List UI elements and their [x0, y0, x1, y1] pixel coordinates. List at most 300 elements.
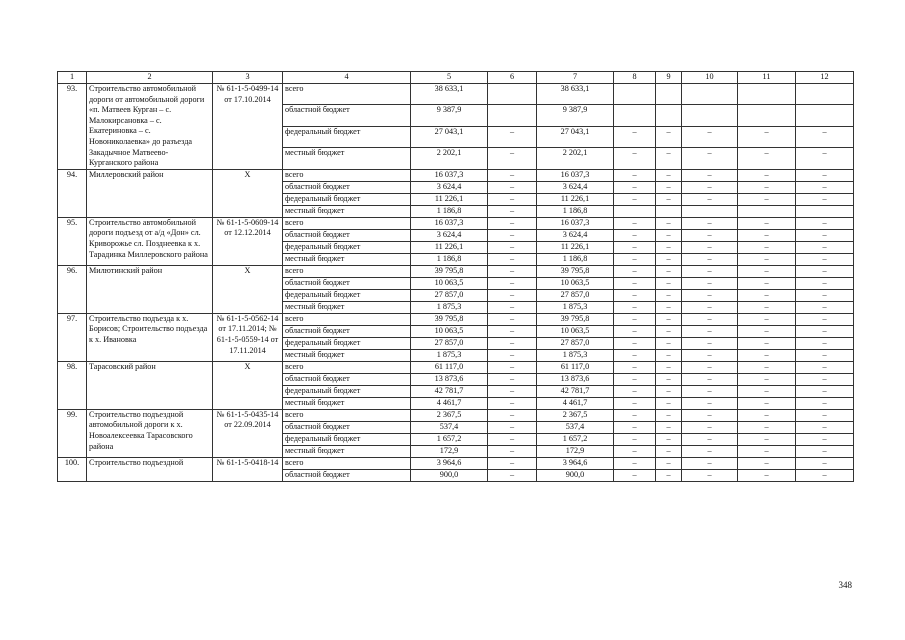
budget-table: [57, 71, 854, 482]
value-cell: –: [796, 457, 854, 469]
value-cell: [682, 84, 738, 105]
page-number: 348: [838, 580, 852, 590]
value-cell: –: [682, 373, 738, 385]
value-cell: [796, 84, 854, 105]
row-number: 96.: [58, 265, 87, 313]
value-cell: 3 624,4: [411, 229, 488, 241]
value-cell: [682, 205, 738, 217]
table-row: [58, 409, 854, 421]
value-cell: –: [796, 421, 854, 433]
value-cell: –: [656, 253, 682, 265]
header-row: [58, 72, 854, 84]
value-cell: 10 063,5: [411, 325, 488, 337]
value-cell: –: [682, 313, 738, 325]
value-cell: –: [796, 397, 854, 409]
value-cell: –: [614, 433, 656, 445]
table-row: [58, 84, 854, 105]
value-cell: –: [796, 445, 854, 457]
budget-source: всего: [283, 457, 411, 469]
value-cell: –: [682, 385, 738, 397]
value-cell: –: [614, 301, 656, 313]
value-cell: –: [682, 169, 738, 181]
value-cell: 3 624,4: [411, 181, 488, 193]
value-cell: –: [614, 361, 656, 373]
budget-source: местный бюджет: [283, 349, 411, 361]
value-cell: –: [488, 325, 537, 337]
document-ref: № 61-1-5-0562-14 от 17.11.2014; № 61-1-5-0559-14 от 17.11.2014: [213, 313, 283, 361]
budget-source: федеральный бюджет: [283, 385, 411, 397]
value-cell: –: [682, 181, 738, 193]
value-cell: –: [796, 148, 854, 169]
budget-source: всего: [283, 409, 411, 421]
value-cell: –: [738, 349, 796, 361]
value-cell: –: [738, 397, 796, 409]
value-cell: 1 186,8: [411, 253, 488, 265]
value-cell: –: [656, 421, 682, 433]
value-cell: –: [738, 313, 796, 325]
value-cell: –: [682, 361, 738, 373]
value-cell: –: [656, 181, 682, 193]
value-cell: 1 875,3: [411, 349, 488, 361]
value-cell: 39 795,8: [411, 265, 488, 277]
value-cell: –: [656, 349, 682, 361]
value-cell: 172,9: [411, 445, 488, 457]
value-cell: –: [796, 265, 854, 277]
value-cell: –: [796, 193, 854, 205]
document-ref: № 61-1-5-0609-14 от 12.12.2014: [213, 217, 283, 265]
value-cell: 900,0: [411, 469, 488, 481]
value-cell: 172,9: [537, 445, 614, 457]
value-cell: 13 873,6: [537, 373, 614, 385]
row-number: 100.: [58, 457, 87, 481]
value-cell: –: [614, 313, 656, 325]
budget-source: всего: [283, 313, 411, 325]
value-cell: –: [796, 373, 854, 385]
value-cell: –: [796, 181, 854, 193]
value-cell: –: [614, 193, 656, 205]
value-cell: –: [488, 289, 537, 301]
value-cell: –: [656, 397, 682, 409]
value-cell: –: [682, 421, 738, 433]
value-cell: 10 063,5: [537, 277, 614, 289]
value-cell: 38 633,1: [411, 84, 488, 105]
value-cell: –: [682, 229, 738, 241]
value-cell: –: [614, 241, 656, 253]
header-cell: 7: [537, 72, 614, 84]
value-cell: –: [488, 253, 537, 265]
value-cell: –: [614, 385, 656, 397]
value-cell: –: [796, 229, 854, 241]
value-cell: –: [614, 181, 656, 193]
value-cell: –: [738, 361, 796, 373]
object-name: Строительство подъездной автомобильной дороги к х. Новоалексеевка Тарасовского района: [87, 409, 213, 457]
value-cell: –: [796, 253, 854, 265]
value-cell: –: [656, 469, 682, 481]
value-cell: –: [614, 217, 656, 229]
value-cell: –: [488, 193, 537, 205]
value-cell: –: [614, 253, 656, 265]
object-name: Строительство автомобильной дороги от автомобильной дороги «п. Матвеев Курган – с. Малокирсановка – с. Екатериновка – с. Новониколаевка» до разъезда Закадычное Матвеево-Курганского района: [87, 84, 213, 170]
value-cell: 27 857,0: [537, 289, 614, 301]
value-cell: –: [738, 181, 796, 193]
value-cell: –: [738, 469, 796, 481]
value-cell: –: [796, 169, 854, 181]
value-cell: –: [796, 337, 854, 349]
value-cell: –: [614, 349, 656, 361]
value-cell: –: [488, 229, 537, 241]
value-cell: [614, 105, 656, 126]
budget-source: федеральный бюджет: [283, 126, 411, 147]
value-cell: –: [488, 265, 537, 277]
value-cell: 4 461,7: [537, 397, 614, 409]
value-cell: 3 964,6: [411, 457, 488, 469]
budget-source: областной бюджет: [283, 421, 411, 433]
value-cell: –: [796, 126, 854, 147]
value-cell: –: [488, 385, 537, 397]
value-cell: –: [682, 457, 738, 469]
value-cell: 2 367,5: [537, 409, 614, 421]
value-cell: –: [682, 126, 738, 147]
value-cell: –: [656, 301, 682, 313]
value-cell: –: [488, 313, 537, 325]
value-cell: –: [488, 469, 537, 481]
row-number: 94.: [58, 169, 87, 217]
value-cell: 11 226,1: [537, 241, 614, 253]
value-cell: –: [488, 301, 537, 313]
header-cell: 12: [796, 72, 854, 84]
value-cell: –: [488, 217, 537, 229]
value-cell: [488, 84, 537, 105]
value-cell: –: [682, 277, 738, 289]
budget-source: местный бюджет: [283, 445, 411, 457]
header-cell: 2: [87, 72, 213, 84]
value-cell: –: [796, 409, 854, 421]
budget-source: областной бюджет: [283, 105, 411, 126]
value-cell: 38 633,1: [537, 84, 614, 105]
value-cell: 1 186,8: [537, 205, 614, 217]
value-cell: –: [682, 148, 738, 169]
header-cell: 10: [682, 72, 738, 84]
value-cell: 61 117,0: [411, 361, 488, 373]
value-cell: –: [682, 301, 738, 313]
value-cell: –: [488, 433, 537, 445]
value-cell: –: [738, 169, 796, 181]
object-name: Строительство автомобильной дороги подъезд от а/д «Дон» сл. Криворожье сл. Позднеевка к х. Тарадинка Миллеровского района: [87, 217, 213, 265]
value-cell: –: [488, 148, 537, 169]
value-cell: –: [656, 277, 682, 289]
value-cell: –: [656, 385, 682, 397]
value-cell: –: [738, 289, 796, 301]
budget-source: областной бюджет: [283, 469, 411, 481]
value-cell: –: [656, 337, 682, 349]
value-cell: –: [682, 265, 738, 277]
document-page: [57, 71, 853, 482]
value-cell: 2 202,1: [411, 148, 488, 169]
document-ref: Х: [213, 169, 283, 217]
value-cell: –: [614, 169, 656, 181]
value-cell: 1 657,2: [537, 433, 614, 445]
value-cell: –: [656, 361, 682, 373]
value-cell: –: [738, 253, 796, 265]
value-cell: 537,4: [411, 421, 488, 433]
value-cell: [738, 84, 796, 105]
value-cell: [796, 105, 854, 126]
document-ref: № 61-1-5-0499-14 от 17.10.2014: [213, 84, 283, 170]
value-cell: –: [682, 193, 738, 205]
value-cell: 1 186,8: [411, 205, 488, 217]
value-cell: –: [614, 445, 656, 457]
value-cell: –: [682, 325, 738, 337]
value-cell: –: [614, 265, 656, 277]
value-cell: 3 624,4: [537, 181, 614, 193]
value-cell: –: [738, 193, 796, 205]
value-cell: –: [738, 277, 796, 289]
value-cell: 3 624,4: [537, 229, 614, 241]
budget-source: всего: [283, 217, 411, 229]
object-name: Милютинский район: [87, 265, 213, 313]
value-cell: 11 226,1: [411, 241, 488, 253]
budget-source: областной бюджет: [283, 181, 411, 193]
value-cell: 16 037,3: [411, 217, 488, 229]
budget-source: местный бюджет: [283, 301, 411, 313]
value-cell: –: [682, 289, 738, 301]
value-cell: 1 875,3: [411, 301, 488, 313]
value-cell: –: [614, 373, 656, 385]
value-cell: –: [738, 457, 796, 469]
value-cell: –: [656, 229, 682, 241]
value-cell: –: [738, 217, 796, 229]
value-cell: –: [738, 325, 796, 337]
value-cell: –: [656, 217, 682, 229]
header-cell: 11: [738, 72, 796, 84]
value-cell: –: [738, 148, 796, 169]
value-cell: –: [656, 241, 682, 253]
value-cell: –: [682, 397, 738, 409]
row-number: 99.: [58, 409, 87, 457]
value-cell: –: [488, 126, 537, 147]
value-cell: 537,4: [537, 421, 614, 433]
value-cell: –: [488, 457, 537, 469]
value-cell: 27 857,0: [411, 337, 488, 349]
value-cell: –: [738, 373, 796, 385]
value-cell: –: [738, 241, 796, 253]
budget-source: местный бюджет: [283, 205, 411, 217]
value-cell: 39 795,8: [411, 313, 488, 325]
object-name: Строительство подъездной: [87, 457, 213, 481]
value-cell: –: [656, 373, 682, 385]
value-cell: –: [796, 469, 854, 481]
value-cell: 11 226,1: [411, 193, 488, 205]
value-cell: –: [614, 325, 656, 337]
value-cell: –: [614, 337, 656, 349]
budget-source: федеральный бюджет: [283, 289, 411, 301]
value-cell: –: [796, 385, 854, 397]
value-cell: –: [738, 433, 796, 445]
budget-source: областной бюджет: [283, 277, 411, 289]
value-cell: –: [656, 445, 682, 457]
value-cell: 27 857,0: [537, 337, 614, 349]
value-cell: –: [614, 289, 656, 301]
value-cell: –: [656, 289, 682, 301]
row-number: 93.: [58, 84, 87, 170]
budget-source: всего: [283, 361, 411, 373]
value-cell: –: [656, 148, 682, 169]
value-cell: –: [738, 409, 796, 421]
value-cell: –: [656, 265, 682, 277]
value-cell: [656, 205, 682, 217]
value-cell: –: [488, 337, 537, 349]
value-cell: 42 781,7: [537, 385, 614, 397]
budget-source: местный бюджет: [283, 148, 411, 169]
value-cell: –: [614, 397, 656, 409]
value-cell: 39 795,8: [537, 265, 614, 277]
value-cell: 42 781,7: [411, 385, 488, 397]
document-ref: Х: [213, 265, 283, 313]
header-cell: 8: [614, 72, 656, 84]
header-cell: 9: [656, 72, 682, 84]
value-cell: –: [488, 205, 537, 217]
value-cell: –: [488, 277, 537, 289]
value-cell: 13 873,6: [411, 373, 488, 385]
value-cell: –: [796, 361, 854, 373]
table-row: [58, 217, 854, 229]
value-cell: –: [738, 229, 796, 241]
value-cell: 16 037,3: [537, 217, 614, 229]
value-cell: –: [488, 349, 537, 361]
value-cell: –: [796, 301, 854, 313]
value-cell: –: [796, 217, 854, 229]
table-row: [58, 265, 854, 277]
header-cell: 5: [411, 72, 488, 84]
value-cell: –: [656, 409, 682, 421]
header-cell: 6: [488, 72, 537, 84]
value-cell: –: [614, 469, 656, 481]
value-cell: 11 226,1: [537, 193, 614, 205]
value-cell: –: [656, 193, 682, 205]
value-cell: –: [656, 126, 682, 147]
table-body: [58, 84, 854, 482]
value-cell: –: [488, 241, 537, 253]
budget-source: областной бюджет: [283, 229, 411, 241]
value-cell: 16 037,3: [537, 169, 614, 181]
value-cell: 3 964,6: [537, 457, 614, 469]
value-cell: –: [614, 126, 656, 147]
value-cell: –: [488, 421, 537, 433]
value-cell: 27 043,1: [411, 126, 488, 147]
value-cell: 2 367,5: [411, 409, 488, 421]
value-cell: –: [614, 277, 656, 289]
value-cell: 2 202,1: [537, 148, 614, 169]
value-cell: 900,0: [537, 469, 614, 481]
value-cell: 27 043,1: [537, 126, 614, 147]
value-cell: –: [796, 289, 854, 301]
table-row: [58, 361, 854, 373]
document-ref: № 61-1-5-0418-14: [213, 457, 283, 481]
value-cell: –: [614, 457, 656, 469]
value-cell: [738, 105, 796, 126]
value-cell: –: [488, 409, 537, 421]
header-cell: 3: [213, 72, 283, 84]
value-cell: –: [488, 373, 537, 385]
value-cell: –: [738, 385, 796, 397]
value-cell: –: [738, 421, 796, 433]
value-cell: –: [738, 126, 796, 147]
budget-source: всего: [283, 169, 411, 181]
value-cell: –: [656, 169, 682, 181]
value-cell: –: [682, 337, 738, 349]
value-cell: –: [796, 349, 854, 361]
value-cell: [656, 84, 682, 105]
value-cell: [488, 105, 537, 126]
value-cell: –: [796, 313, 854, 325]
value-cell: 9 387,9: [537, 105, 614, 126]
table-row: [58, 313, 854, 325]
value-cell: –: [682, 253, 738, 265]
budget-source: всего: [283, 84, 411, 105]
value-cell: [738, 205, 796, 217]
object-name: Строительство подъезда к х. Борисов; Строительство подъезда к х. Ивановка: [87, 313, 213, 361]
budget-source: местный бюджет: [283, 253, 411, 265]
document-ref: Х: [213, 361, 283, 409]
budget-source: федеральный бюджет: [283, 241, 411, 253]
table-row: [58, 169, 854, 181]
value-cell: –: [656, 457, 682, 469]
value-cell: 1 186,8: [537, 253, 614, 265]
value-cell: –: [796, 325, 854, 337]
value-cell: 10 063,5: [411, 277, 488, 289]
value-cell: –: [738, 265, 796, 277]
value-cell: –: [614, 148, 656, 169]
row-number: 97.: [58, 313, 87, 361]
value-cell: 1 875,3: [537, 349, 614, 361]
budget-source: федеральный бюджет: [283, 193, 411, 205]
value-cell: 1 657,2: [411, 433, 488, 445]
value-cell: –: [796, 241, 854, 253]
header-cell: 1: [58, 72, 87, 84]
value-cell: [796, 205, 854, 217]
value-cell: [682, 105, 738, 126]
value-cell: 9 387,9: [411, 105, 488, 126]
object-name: Тарасовский район: [87, 361, 213, 409]
value-cell: –: [614, 421, 656, 433]
budget-source: местный бюджет: [283, 397, 411, 409]
value-cell: –: [682, 217, 738, 229]
value-cell: –: [682, 349, 738, 361]
value-cell: –: [488, 445, 537, 457]
value-cell: [614, 205, 656, 217]
value-cell: –: [682, 469, 738, 481]
value-cell: –: [796, 433, 854, 445]
document-ref: № 61-1-5-0435-14 от 22.09.2014: [213, 409, 283, 457]
table-row: [58, 457, 854, 469]
value-cell: –: [656, 313, 682, 325]
value-cell: 61 117,0: [537, 361, 614, 373]
budget-source: областной бюджет: [283, 325, 411, 337]
value-cell: –: [614, 229, 656, 241]
value-cell: [614, 84, 656, 105]
value-cell: 4 461,7: [411, 397, 488, 409]
value-cell: –: [738, 445, 796, 457]
value-cell: –: [738, 337, 796, 349]
value-cell: 27 857,0: [411, 289, 488, 301]
row-number: 95.: [58, 217, 87, 265]
value-cell: –: [614, 409, 656, 421]
value-cell: –: [488, 361, 537, 373]
value-cell: –: [656, 325, 682, 337]
budget-source: областной бюджет: [283, 373, 411, 385]
budget-source: федеральный бюджет: [283, 337, 411, 349]
value-cell: –: [682, 445, 738, 457]
